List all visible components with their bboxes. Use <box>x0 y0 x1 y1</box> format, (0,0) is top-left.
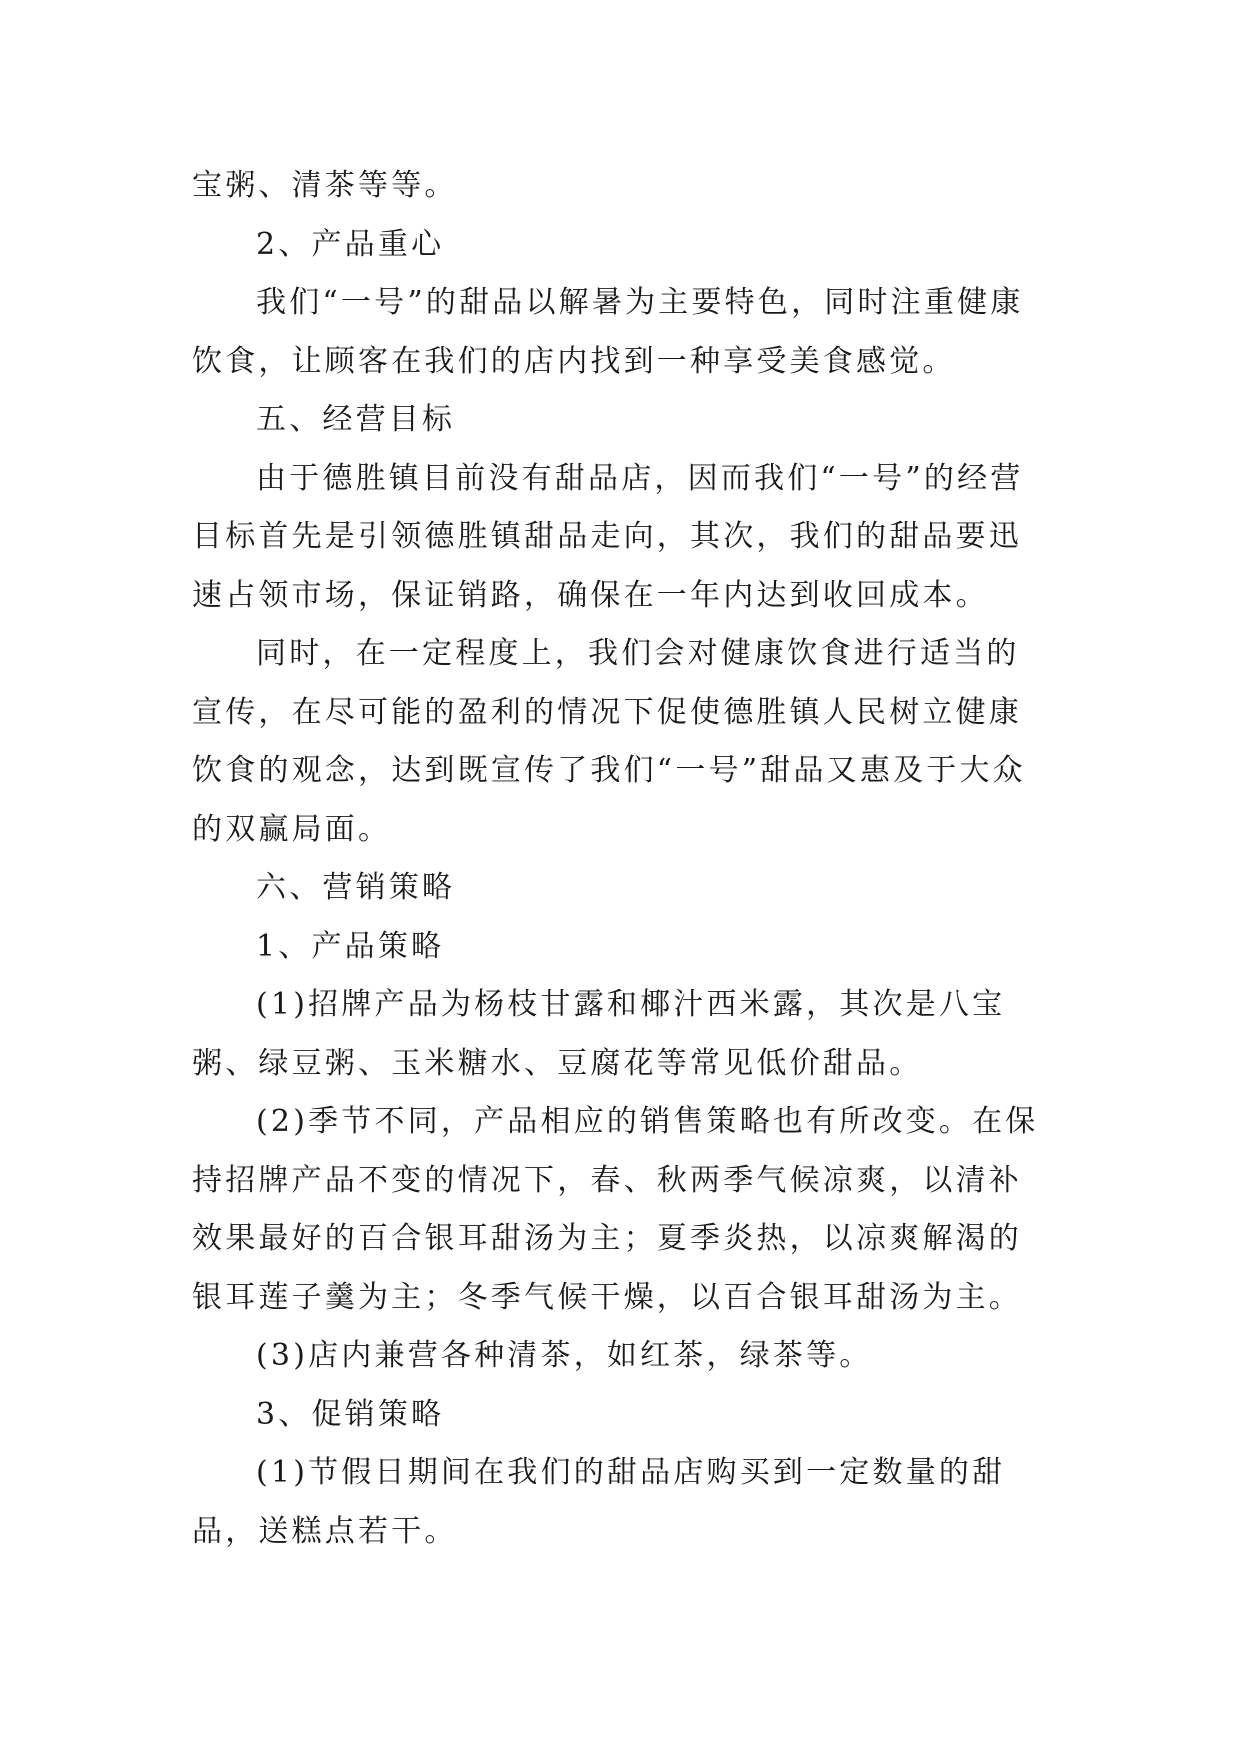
paragraph-seasonal-strategy: (2)季节不同，产品相应的销售策略也有所改变。在保持招牌产品不变的情况下，春、秋两季气候凉爽，以清补效果最好的百合银耳甜汤为主；夏季炎热，以凉爽解渴的银耳莲子羹为主；冬季气候干燥，以百合银耳甜汤为主。 <box>192 1104 1039 1315</box>
subheading-product-focus: 2、产品重心 <box>256 226 445 262</box>
paragraph-product-focus: 我们“一号”的甜品以解暑为主要特色，同时注重健康饮食，让顾客在我们的店内找到一种享受美食感觉。 <box>192 285 1024 379</box>
paragraph-holiday-promotion: (1)节假日期间在我们的甜品店购买到一定数量的甜品，送糕点若干。 <box>192 1455 1006 1549</box>
paragraph-health-promotion: 同时，在一定程度上，我们会对健康饮食进行适当的宣传，在尽可能的盈利的情况下促使德胜镇人民树立健康饮食的观念，达到既宣传了我们“一号”甜品又惠及于大众的双赢局面。 <box>192 636 1026 847</box>
paragraph-continuation: 宝粥、清茶等等。 <box>192 168 458 203</box>
subheading-promotion-strategy: 3、促销策略 <box>256 1396 445 1432</box>
paragraph-business-goals: 由于德胜镇目前没有甜品店，因而我们“一号”的经营目标首先是引领德胜镇甜品走向，其次，我们的甜品要迅速占领市场，保证销路，确保在一年内达到收回成本。 <box>192 460 1024 613</box>
heading-business-goals: 五、经营目标 <box>256 402 456 437</box>
paragraph-teas: (3)店内兼营各种清茶，如红茶，绿茶等。 <box>256 1338 873 1373</box>
heading-marketing-strategy: 六、营销策略 <box>256 870 456 905</box>
subheading-product-strategy: 1、产品策略 <box>256 928 445 964</box>
paragraph-signature-products: (1)招牌产品为杨枝甘露和椰汁西米露，其次是八宝粥、绿豆粥、玉米糖水、豆腐花等常见低价甜品。 <box>192 987 1006 1081</box>
document-body <box>192 157 1052 1561</box>
